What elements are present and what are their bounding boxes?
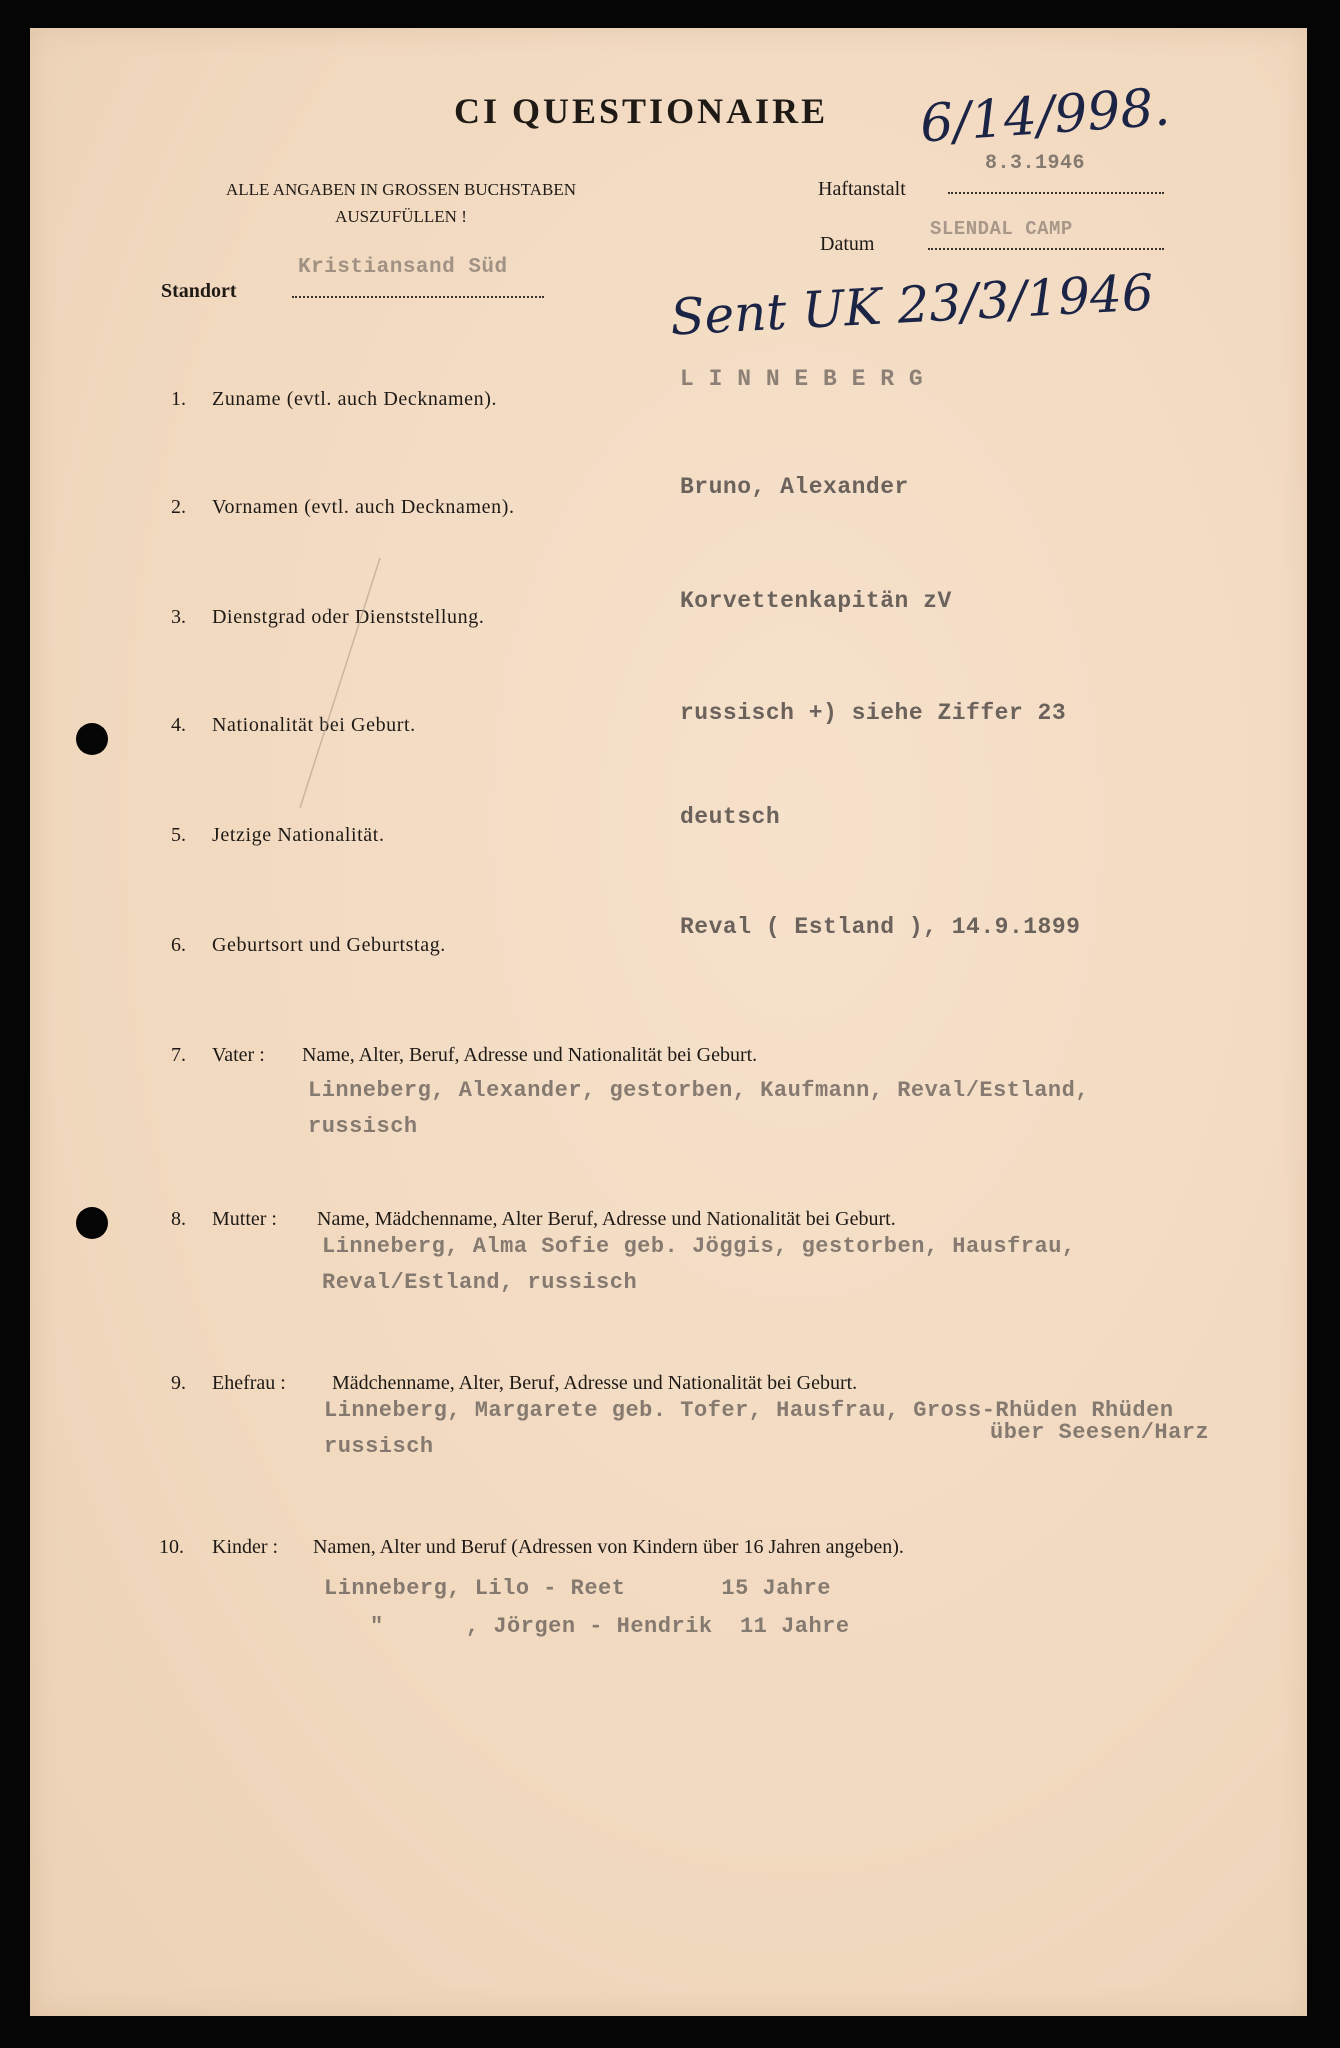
question-7-number: 7. bbox=[171, 1044, 186, 1066]
standort-value: Kristiansand Süd bbox=[298, 256, 508, 279]
instruction-line-2: AUSZUFÜLLEN ! bbox=[335, 207, 467, 226]
instruction bbox=[161, 176, 641, 230]
mother-answer-line-2: Reval/Estland, russisch bbox=[322, 1270, 638, 1295]
question-10-number: 10. bbox=[159, 1536, 184, 1558]
children-answer-line-2: " , Jörgen - Hendrik 11 Jahre bbox=[370, 1614, 850, 1639]
haftanstalt-line bbox=[948, 192, 1164, 194]
question-3-number: 3. bbox=[171, 606, 186, 628]
question-9-number: 9. bbox=[171, 1372, 186, 1394]
father-answer-line-2: russisch bbox=[308, 1114, 418, 1139]
father-label: Vater : bbox=[212, 1044, 265, 1066]
handwritten-file-number: 6/14/998. bbox=[918, 77, 1172, 155]
handwritten-sent-note: Sent UK 23/3/1946 bbox=[668, 263, 1155, 347]
punch-hole-upper bbox=[76, 723, 108, 755]
father-answer-line-1: Linneberg, Alexander, gestorben, Kaufmann, Reval/Estland, bbox=[308, 1078, 1090, 1103]
question-4-label: Nationalität bei Geburt. bbox=[212, 714, 416, 736]
question-1-label: Zuname (evtl. auch Decknamen). bbox=[212, 388, 498, 410]
mother-label: Mutter : bbox=[212, 1208, 277, 1230]
question-2-label: Vornamen (evtl. auch Decknamen). bbox=[212, 496, 515, 518]
wife-answer-line-1: Linneberg, Margarete geb. Tofer, Hausfrau, Gross-Rhüden Rhüden bbox=[324, 1398, 1174, 1423]
question-8-number: 8. bbox=[171, 1208, 186, 1230]
question-3-label: Dienstgrad oder Dienststellung. bbox=[212, 606, 485, 628]
answer-surname: L I N N E B E R G bbox=[680, 366, 924, 392]
question-1-number: 1. bbox=[171, 388, 186, 410]
children-label: Kinder : bbox=[212, 1536, 279, 1558]
instruction-line-1: ALLE ANGABEN IN GROSSEN BUCHSTABEN bbox=[226, 180, 576, 199]
camp-stamp: SLENDAL CAMP bbox=[930, 218, 1073, 240]
question-6-label: Geburtsort und Geburtstag. bbox=[212, 934, 446, 956]
question-2-number: 2. bbox=[171, 496, 186, 518]
date-stamp: 8.3.1946 bbox=[985, 152, 1086, 175]
haftanstalt-label: Haftanstalt bbox=[818, 178, 906, 200]
form-title: CI QUESTIONAIRE bbox=[454, 91, 829, 131]
question-5-number: 5. bbox=[171, 824, 186, 846]
answer-rank: Korvettenkapitän zV bbox=[680, 588, 952, 614]
mother-fields: Name, Mädchenname, Alter Beruf, Adresse und Nationalität bei Geburt. bbox=[317, 1208, 896, 1230]
standort-line bbox=[292, 296, 544, 298]
mother-answer-line-1: Linneberg, Alma Sofie geb. Jöggis, gestorben, Hausfrau, bbox=[322, 1234, 1076, 1259]
punch-hole-lower bbox=[76, 1207, 108, 1239]
question-6-number: 6. bbox=[171, 934, 186, 956]
wife-answer-line-2: russisch bbox=[324, 1434, 434, 1459]
answer-nationality-birth: russisch +) siehe Ziffer 23 bbox=[680, 700, 1067, 726]
answer-birthplace-date: Reval ( Estland ), 14.9.1899 bbox=[680, 914, 1081, 940]
datum-label: Datum bbox=[820, 233, 875, 255]
question-4-number: 4. bbox=[171, 714, 186, 736]
standort-label: Standort bbox=[161, 280, 237, 302]
wife-answer-address-continued: über Seesen/Harz bbox=[990, 1420, 1210, 1445]
pencil-stroke bbox=[280, 548, 400, 828]
question-5-label: Jetzige Nationalität. bbox=[212, 824, 385, 846]
questionnaire-page bbox=[30, 28, 1307, 2016]
answer-first-names: Bruno, Alexander bbox=[680, 474, 909, 500]
answer-current-nationality: deutsch bbox=[680, 804, 781, 830]
children-fields: Namen, Alter und Beruf (Adressen von Kindern über 16 Jahren angeben). bbox=[313, 1536, 904, 1558]
wife-label: Ehefrau : bbox=[212, 1372, 286, 1394]
father-fields: Name, Alter, Beruf, Adresse und Nationalität bei Geburt. bbox=[302, 1044, 758, 1066]
wife-fields: Mädchenname, Alter, Beruf, Adresse und Nationalität bei Geburt. bbox=[332, 1372, 858, 1394]
children-answer-line-1: Linneberg, Lilo - Reet 15 Jahre bbox=[324, 1576, 831, 1601]
datum-line bbox=[928, 248, 1164, 250]
